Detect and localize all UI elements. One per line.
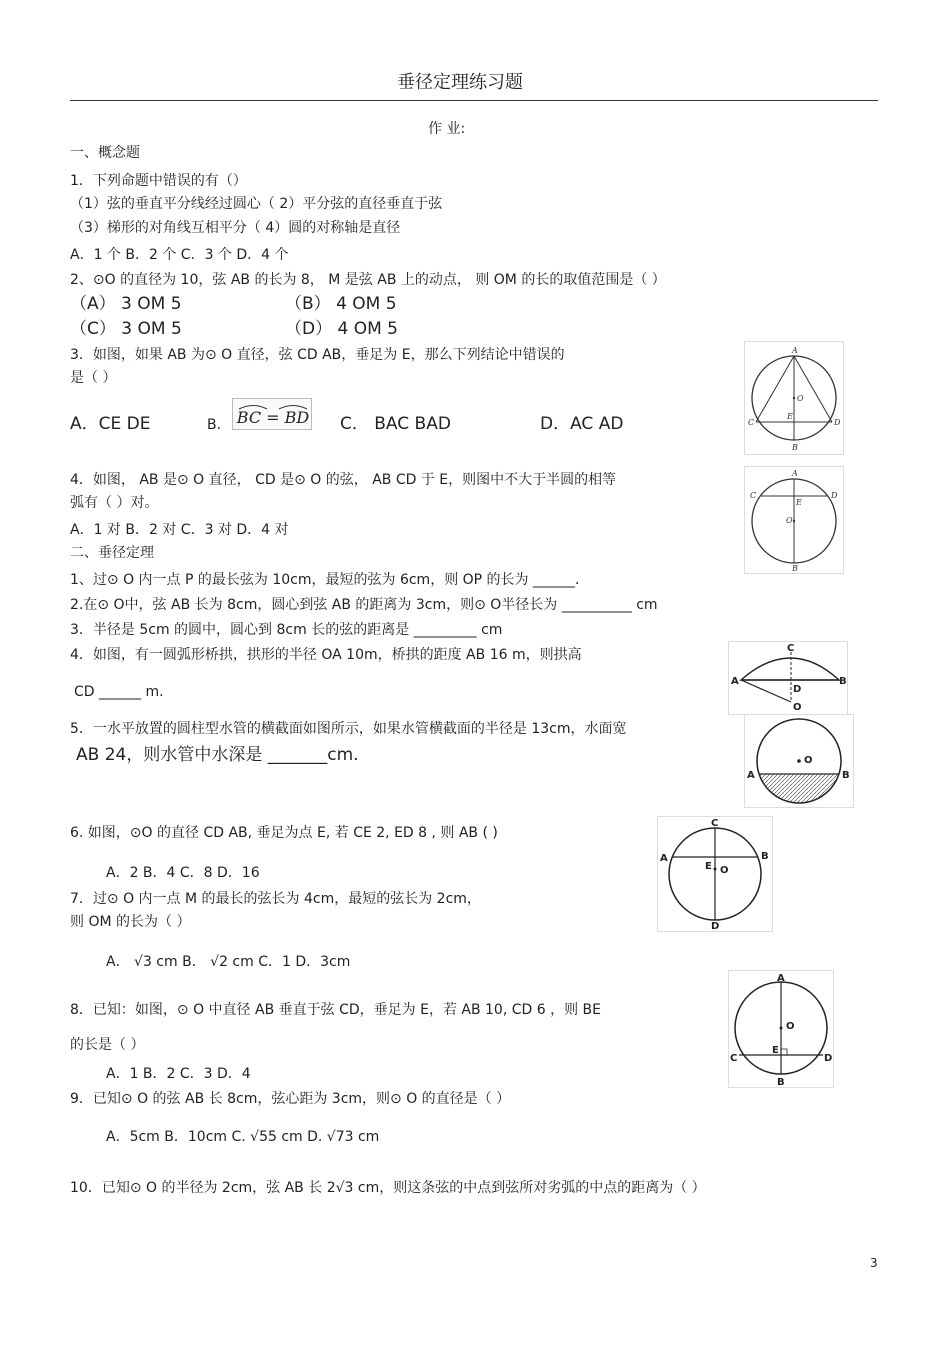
problem-9-options: A．5cm B．10cm C. √55 cm D. √73 cm — [106, 1129, 380, 1145]
label-d: D — [711, 921, 720, 931]
label-e: E — [772, 1045, 779, 1056]
problem-7-options: A． √3 cm B． √2 cm C．1 D．3cm — [106, 954, 351, 970]
arc-equality-image — [232, 398, 312, 430]
problem-2: 2.在⊙ O中，弦 AB 长为 8cm，圆心到弦 AB 的距离为 3cm，则⊙ O半径长为 __________ cm — [70, 597, 658, 613]
label-b: B — [792, 443, 798, 452]
label-o: O — [786, 1021, 795, 1032]
problem-6-stem: 6. 如图，⊙O 的直径 CD AB, 垂足为点 E, 若 CE 2, ED 8 , 则 AB ( ) — [70, 825, 498, 841]
q2-option-b: （B） 4 OM 5 — [285, 294, 397, 314]
label-a: A — [660, 853, 668, 864]
label-e: E — [787, 412, 793, 421]
problem-8-stem: 8．已知：如图，⊙ O 中直径 AB 垂直于弦 CD，垂足为 E，若 AB 10, CD 6 ，则 BE — [70, 1002, 602, 1018]
label-c: C — [787, 643, 795, 654]
q2-option-d: （D） 4 OM 5 — [285, 319, 398, 339]
q3-stem-2: 是（ ） — [70, 370, 117, 386]
q1-stem: 1．下列命题中错误的有（） — [70, 173, 247, 189]
figure-p6 — [657, 816, 773, 932]
problem-10: 10．已知⊙ O 的半径为 2cm，弦 AB 长 2√3 cm，则这条弦的中点到弦所对劣弧的中点的距离为（ ） — [70, 1180, 706, 1196]
problem-4-stem: 4．如图，有一圆弧形桥拱，拱形的半径 OA 10m，桥拱的距度 AB 16 m，则拱高 — [70, 647, 582, 663]
homework-label: 作 业: — [428, 121, 466, 137]
label-a: A — [747, 770, 755, 781]
label-o: O — [797, 394, 804, 403]
problem-8-stem-2: 的长是（ ） — [70, 1037, 145, 1053]
q4-stem-2: 弧有（ ）对。 — [70, 495, 159, 511]
label-a: A — [792, 469, 798, 478]
label-c: C — [748, 418, 755, 427]
section-heading-1: 一、概念题 — [70, 145, 140, 161]
figure-p5-pipe — [744, 714, 854, 808]
label-b: B — [792, 564, 798, 573]
problem-7-stem: 7．过⊙ O 内一点 M 的最长的弦长为 4cm，最短的弦长为 2cm， — [70, 891, 481, 907]
label-o: O — [720, 865, 729, 876]
problem-6-options: A．2 B．4 C．8 D．16 — [106, 865, 260, 881]
q3-option-b: B. — [207, 417, 222, 433]
q3-option-c: C． BAC BAD — [340, 414, 451, 434]
problem-8-options: A．1 B．2 C．3 D．4 — [106, 1066, 251, 1082]
q3-stem: 3．如图，如果 AB 为⊙ O 直径，弦 CD AB，垂足为 E，那么下列结论中错误的 — [70, 347, 565, 363]
figure-q3 — [744, 341, 844, 455]
section-heading-2: 二、垂径定理 — [70, 545, 154, 561]
label-c: C — [711, 818, 719, 829]
q3-option-a: A．CE DE — [70, 414, 151, 434]
problem-4-stem-2: CD ______ m. — [74, 684, 164, 700]
label-e: E — [796, 498, 802, 507]
q1-line-2: （3）梯形的对角线互相平分（ 4）圆的对称轴是直径 — [70, 220, 401, 236]
label-c: C — [750, 491, 757, 500]
q2-option-a: （A） 3 OM 5 — [70, 294, 182, 314]
problem-9-stem: 9．已知⊙ O 的弦 AB 长 8cm，弦心距为 3cm，则⊙ O 的直径是（ ） — [70, 1091, 511, 1107]
q1-line-1: （1）弦的垂直平分线经过圆心（ 2）平分弦的直径垂直于弦 — [70, 196, 443, 212]
q1-options: A．1 个 B．2 个 C．3 个 D．4 个 — [70, 247, 289, 263]
label-b: B — [842, 770, 850, 781]
q4-options: A．1 对 B．2 对 C．3 对 D．4 对 — [70, 522, 289, 538]
label-o: O — [793, 702, 802, 713]
label-b: B — [839, 676, 847, 687]
problem-3: 3．半径是 5cm 的圆中，圆心到 8cm 长的弦的距离是 _________ cm — [70, 622, 503, 638]
label-d: D — [831, 491, 838, 500]
figure-q4 — [744, 466, 844, 574]
label-b: B — [777, 1077, 785, 1087]
label-o: O — [786, 516, 793, 525]
q2-option-c: （C） 3 OM 5 — [70, 319, 182, 339]
q3-option-d: D．AC AD — [540, 414, 624, 434]
title-rule — [70, 100, 878, 101]
label-o: O — [804, 755, 813, 766]
problem-7-stem-2: 则 OM 的长为（ ） — [70, 914, 191, 930]
label-a: A — [777, 973, 785, 984]
problem-5-stem: 5．一水平放置的圆柱型水管的横截面如图所示，如果水管横截面的半径是 13cm，水面宽 — [70, 721, 627, 737]
page-title: 垂径定理练习题 — [397, 72, 523, 93]
figure-p4-bridge — [728, 641, 848, 715]
label-d: D — [793, 684, 802, 695]
label-a: A — [792, 346, 798, 355]
label-d: D — [834, 418, 841, 427]
arc-equality-text: BC = BD — [236, 408, 310, 427]
figure-p8 — [728, 970, 834, 1088]
q2-stem: 2、⊙O 的直径为 10，弦 AB 的长为 8， M 是弦 AB 上的动点， 则 OM 的长的取值范围是（ ） — [70, 272, 666, 288]
problem-1: 1、过⊙ O 内一点 P 的最长弦为 10cm，最短的弦为 6cm，则 OP 的长为 ______． — [70, 572, 590, 588]
label-e: E — [705, 861, 712, 872]
label-a: A — [731, 676, 739, 687]
problem-5-stem-2: AB 24，则水管中水深是 _______cm. — [76, 745, 359, 765]
label-b: B — [761, 851, 769, 862]
label-c: C — [730, 1053, 738, 1064]
q4-stem: 4．如图， AB 是⊙ O 直径， CD 是⊙ O 的弦， AB CD 于 E，则图中不大于半圆的相等 — [70, 472, 617, 488]
page-number: 3 — [870, 1256, 878, 1270]
label-d: D — [824, 1053, 833, 1064]
